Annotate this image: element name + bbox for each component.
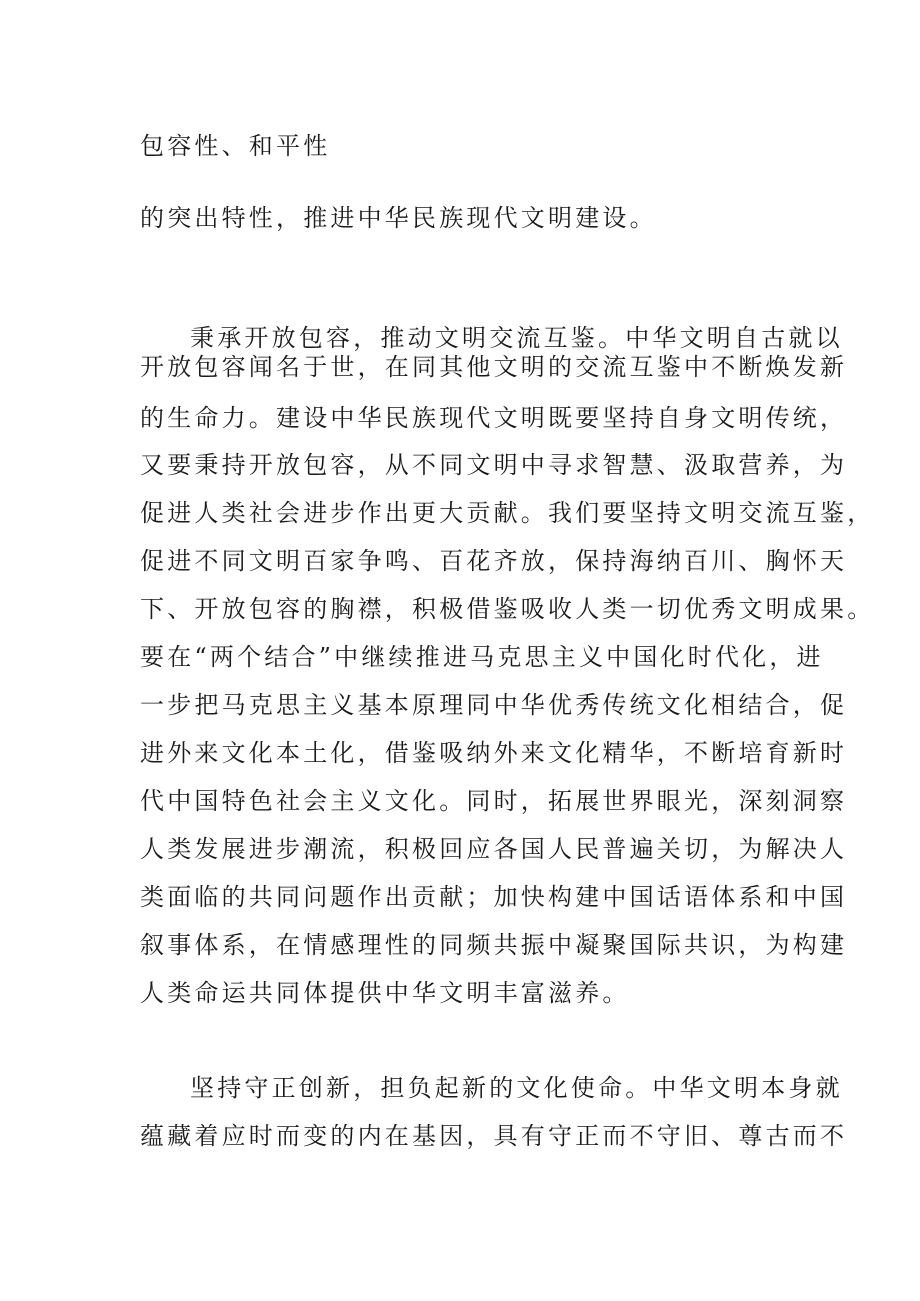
paragraph-1-line-12: 人类发展进步潮流，积极回应各国人民普遍关切，为解决人	[140, 835, 848, 863]
paragraph-1-line-8: 要在“两个结合”中继续推进马克思主义中国化时代化，进	[140, 643, 824, 671]
text-line-1: 包容性、和平性	[140, 132, 331, 160]
paragraph-1-line-9: 一步把马克思主义基本原理同中华优秀传统文化相结合，促	[140, 691, 848, 719]
paragraph-2-line-1: 坚持守正创新，担负起新的文化使命。中华文明本身就	[190, 1074, 843, 1102]
paragraph-1-line-10: 进外来文化本土化，借鉴吸纳外来文化精华，不断培育新时	[140, 739, 848, 767]
paragraph-1-line-13: 类面临的共同问题作出贡献；加快构建中国话语体系和中国	[140, 883, 848, 911]
paragraph-1-line-7: 下、开放包容的胸襟，积极借鉴吸收人类一切优秀文明成果。	[140, 595, 875, 623]
paragraph-1-line-4: 又要秉持开放包容，从不同文明中寻求智慧、汲取营养，为	[140, 451, 848, 479]
paragraph-1-line-5: 促进人类社会进步作出更大贡献。我们要坚持文明交流互鉴，	[140, 499, 875, 527]
paragraph-1-line-15: 人类命运共同体提供中华文明丰富滋养。	[140, 979, 630, 1007]
paragraph-1-line-3: 的生命力。建设中华民族现代文明既要坚持自身文明传统，	[140, 404, 848, 432]
paragraph-1-line-6: 促进不同文明百家争鸣、百花齐放，保持海纳百川、胸怀天	[140, 547, 848, 575]
paragraph-1-line-11: 代中国特色社会主义文化。同时，拓展世界眼光，深刻洞察	[140, 787, 848, 815]
paragraph-1-line-2: 开放包容闻名于世，在同其他文明的交流互鉴中不断焕发新	[140, 353, 848, 381]
text-line-2: 的突出特性，推进中华民族现代文明建设。	[140, 204, 657, 232]
paragraph-2-line-2: 蕴藏着应时而变的内在基因，具有守正而不守旧、尊古而不	[140, 1122, 848, 1150]
paragraph-1-line-14: 叙事体系，在情感理性的同频共振中凝聚国际共识，为构建	[140, 931, 848, 959]
paragraph-1-line-1: 秉承开放包容，推动文明交流互鉴。中华文明自古就以	[190, 324, 843, 352]
